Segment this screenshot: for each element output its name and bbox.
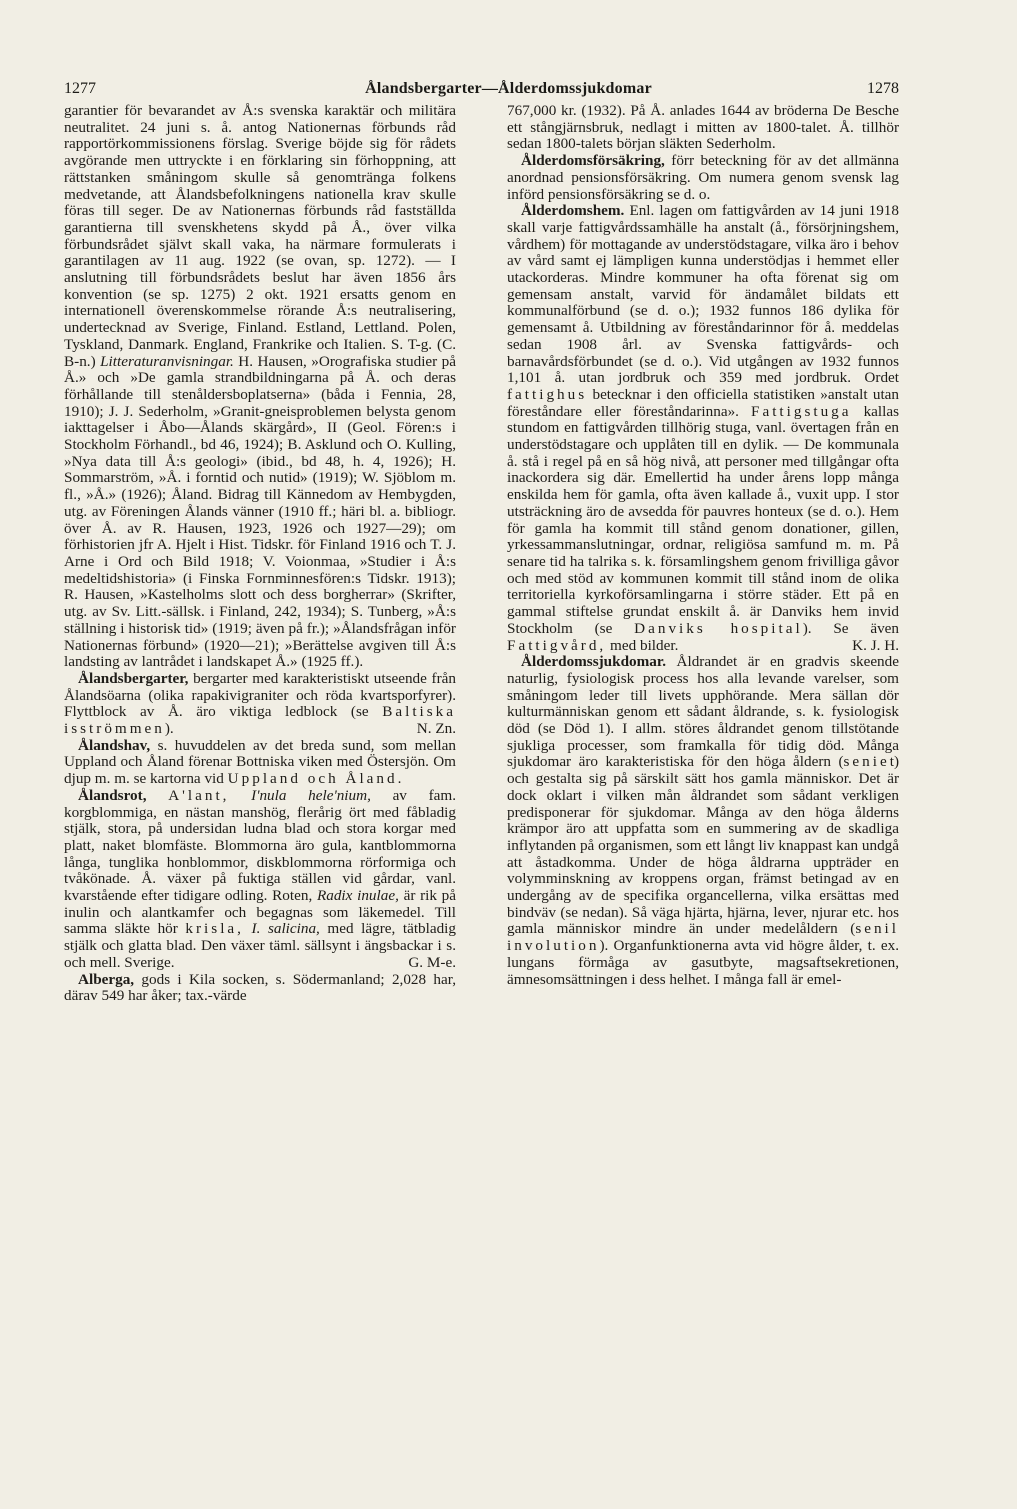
entry-text: Åldrandet är en gradvis skeende naturlig, fysiologisk process hos alla levande varelser, som småningom leder till livets upphörande. Mera sällan dör kulturmänniskan genom ett sådant åldrande, s. k. fysiologisk död (se Död 1). I allm. störes åldrandet genom tillstötande sjukliga processer, som framkalla för tidig död. Många sjukdomar äro karakteristiska för den höga åldern (	[507, 653, 899, 771]
cross-reference: Fattigvård,	[507, 636, 607, 654]
entry-alderdomshem	[507, 203, 899, 654]
entry-text: kallas stundom en fattigvården tillhörig stuga, vanl. övertagen från en understödstagare och upplåten till en dylik. — De kommunala å. stå i regel på en så hög nivå, att personer med tillgångar ofta inackordera sig där. Emellertid ha under årens lopp många enskilda hem för gamla, ofta även kallade å., vuxit upp. I stor utsträckning äro de avsedda för pauvres honteux (se d. o.). Hem för gamla ha kommit till stånd genom donationer, gillen, yrkessammanslutningar, ordnar, religiösa samfund m. m. På senare tid ha talrika s. k. församlingshem genom frivilliga gåvor och med stöd av kommunen kommit till stånd inom de olika territoriella kyrkoförsamlingarna i större städer. Ett på en gammal stiftelse grundat enskilt å. är Danviks hem invid Stockholm (se	[507, 402, 899, 637]
entry-text: gods i Kila socken, s. Södermanland; 2,028 har, därav 549 har åker; tax.-värde	[64, 970, 456, 1005]
headword: Ålandsbergarter,	[78, 669, 189, 687]
literature-list: H. Hausen, »Orografiska studier på Å.» och »De gamla strandbildningarna på Å. och deras förhållande till stenåldersboplatserna» (båda i Fennia, 28, 1910); J. J. Sederholm, »Granit-gneisproblemen belysta genom iakttagelser i Åbo—Ålands skärgård», II (Geol. Fören:s i Stockholm Förhandl., bd 46, 1924); B. Asklund och O. Kulling, »Nya data till Å:s geologi» (ibid., bd 48, h. 4, 1926); H. Sommarström, »Å. i forntid och nutid» (1919); W. Sjöblom m. fl., »Å.» (1926); Åland. Bidrag till Kännedom av Hembygden, utg. av Föreningen Ålands vänner (1910 ff.; häri bl. a. bibliogr. över Å. av R. Hausen, 1923, 1926 och 1927—29); om förhistorien jfr A. Hjelt i Hist. Tidskr. för Finland 1916 och T. J. Arne i Ord och Bild 1918; V. Voionmaa, »Studier i Å:s medeltidshistoria» (i Finska Fornminnesfören:s Tidskr. 1913); R. Hausen, »Kastelholms slott och dess borgherrar» (Skrifter, utg. av Sv. Litt.-sällsk. i Finland, 242, 1934); S. Tunberg, »Å:s ställning i historisk tid» (1919; även på fr.); »Ålandsfrågan inför Nationernas förbund» (1920—21); »Berättelse avgiven till Å:s landsting av lantrådet i landskapet Å.» (1925 ff.).	[64, 352, 456, 671]
entry-text: s. huvuddelen av det breda sund, som mellan Uppland och Åland förenar Bottniska viken med Östersjön. Om djup m. m. se kartorna vid	[64, 736, 456, 788]
entry-text: 767,000 kr. (1932). På Å. anlades 1644 av bröderna De Besche ett stångjärnsbruk, nedlagt i mitten av 1800-talet. Å. tillhör sedan 1800-talets början släkten Sederholm.	[507, 103, 899, 153]
running-title: Ålandsbergarter—Ålderdomssjukdomar	[365, 80, 652, 97]
latin-name: I'nula hele'nium,	[251, 786, 371, 804]
entry-alderdomssjukdomar	[507, 654, 899, 988]
headword: Alberga,	[78, 970, 135, 988]
author-signature: K. J. H.	[852, 636, 899, 654]
spaced-term: Fattigstuga	[751, 402, 852, 420]
spaced-term: senil involution	[507, 920, 899, 955]
cross-reference: Danviks hospital	[634, 619, 803, 637]
aland-continuation	[64, 103, 456, 671]
entry-text: med lägre, tätbladig stjälk och glatta blad. Den växer täml. sällsynt i ängsbackar i s. och mell. Sverige.	[64, 920, 456, 971]
right-column	[507, 103, 899, 1443]
headword: Ålderdomssjukdomar.	[521, 653, 667, 671]
entry-alderdomsforsakring	[507, 153, 899, 203]
entry-text: av fam. korgblommiga, en nästan manshög, flerårig ört med fåbladig stjälk, stora, på undersidan ludna blad och stora korgar med platt, naket blomfäste. Blommorna äro gula, kantblommorna långa, tunglika honblommor, diskblommorna rörformiga och tvåkönade. Å. växer på fuktiga ställen vid gårdar, vanl. kvarstående efter tidigare odling. Roten,	[64, 786, 456, 905]
cross-reference: Baltiska isströmmen	[64, 703, 456, 738]
entry-text: bergarter med karakteristiskt utseende från Ålandsöarna (olika rapakivigraniter och röda kvartsporfyrer). Flyttblock av Å. äro viktiga ledblock (se	[64, 669, 456, 721]
latin-name: I. salicina,	[251, 920, 320, 938]
spaced-term: fattighus	[507, 385, 588, 403]
literature-label: Litteraturanvisningar.	[100, 352, 234, 370]
entry-text: betecknar i den officiella statistiken »anstalt utan föreståndare eller föreståndarinna».	[507, 385, 899, 420]
aland-continuation-text: garantier för bevarandet av Å:s svenska karaktär och militära neutralitet. 24 juni s. å. antog Nationernas förbunds råd rapportörkommissionens förslag. Sverige böjde sig för rådets avgörande men uttryckte i en förklaring sin förhoppning, att rättstanken småningom skulle så genomtränga folkens medvetande, att Ålandsbefolkningens nationella krav skulle föras till seger. De av Nationernas förbunds råd fastställda garantierna till svenskhetens skydd på Å., över vilka förbundsrådet självt skall vaka, ha närmare formulerats i garantilagen av 11 aug. 1922 (se ovan, sp. 1272). — I anslutning till förbundsrådets beslut har även 1856 års konvention (se sp. 1275) 2 okt. 1921 ersatts genom en internationell överenskommelse rörande Å:s neutralisering, undertecknad av Sverige, Finland. Estland, Lettland. Polen, Tyskland, Danmark. England, Frankrike och Italien. S. T-g. (C. B-n.)	[64, 103, 456, 370]
page-number-right: 1278	[867, 80, 899, 97]
entry-text: .	[397, 770, 402, 788]
spaced-term: krisla,	[185, 920, 244, 938]
entry-alandshav	[64, 738, 456, 788]
headword: Ålandshav,	[78, 736, 151, 754]
latin-name: Radix inulae,	[316, 887, 399, 905]
author-signature: G. M-e.	[408, 953, 456, 971]
entry-text: t) och gestalta sig på särskilt sätt hos gamla människor. Det är dock oklart i vilken mån åldrandet som sådant verkligen predisponerar för sjukdomar. Många av den höga ålderns krämpor äro att uppfatta som en summering av de skadliga inflytanden på organismen, som ett långt liv knappast kan undgå att åstadkomma. Under de höga åldrarna uppträder en volymminskning av kroppens organ, främst betingad av en undergång av de specifika organcellerna, vilka ersättas med bindväv (se nedan). Så väga hjärta, hjärna, lever, njurar etc. hos gamla människor mindre än under medelåldern (	[507, 753, 899, 938]
left-column	[64, 103, 456, 1443]
entry-alberga	[64, 972, 456, 1005]
entry-alandsrot	[64, 788, 456, 972]
page-number-left: 1277	[64, 80, 96, 97]
headword: Ålderdomsförsäkring,	[521, 152, 665, 170]
author-signature: N. Zn.	[416, 720, 456, 738]
spaced-term: senie	[843, 753, 890, 771]
spaced-term: A'lant,	[168, 786, 230, 804]
alberga-continuation	[507, 103, 899, 153]
entry-text: är rik på inulin och alantkamfer och begagnas som läkemedel. Till samma släkte hör	[64, 887, 456, 938]
entry-text: med bilder.	[610, 636, 679, 654]
entry-text: Enl. lagen om fattigvården av 14 juni 1918 skall varje fattigvårdssamhälle ha anstalt (å., försörjningshem, vårdhem) för mottagande av understödstagare, vilka äro i behov av vård samt ej lämpligen kunna understödjas i hemmet eller utackorderas. Mindre kommuner ha ofta förenat sig om gemensam anstalt, varvid för ändamålet bildats ett kommunalförbund (se d. o.); 1932 funnos 186 dylika för gemensamt å. Utbildning av föreståndarinnor för å. meddelas sedan 1908 årl. av Svenska fattigvårds- och barnavårdsförbundet (se d. o.). Vid utgången av 1932 funnos 1,101 å. utan jordbruk och 359 med jordbruk. Ordet	[507, 202, 899, 387]
headword: Ålderdomshem.	[521, 202, 625, 220]
entry-text: ). Se även	[802, 619, 899, 637]
headword: Ålandsrot,	[78, 786, 147, 804]
entry-alandsbergarter	[64, 671, 456, 738]
entry-text: ). Organfunktionerna avta vid högre ålder, t. ex. lungans förmåga av gasutbyte, magsaftsekretionen, ämnesomsättningen i dess helhet. I många fall är emel-	[507, 937, 899, 988]
cross-reference: Uppland och Åland	[227, 770, 398, 788]
entry-text: förr beteckning för av det allmänna anordnad pensionsförsäkring. Om numera genom svensk lag införd pensionsförsäkring se d. o.	[507, 152, 899, 203]
entry-text: ).	[164, 720, 174, 738]
